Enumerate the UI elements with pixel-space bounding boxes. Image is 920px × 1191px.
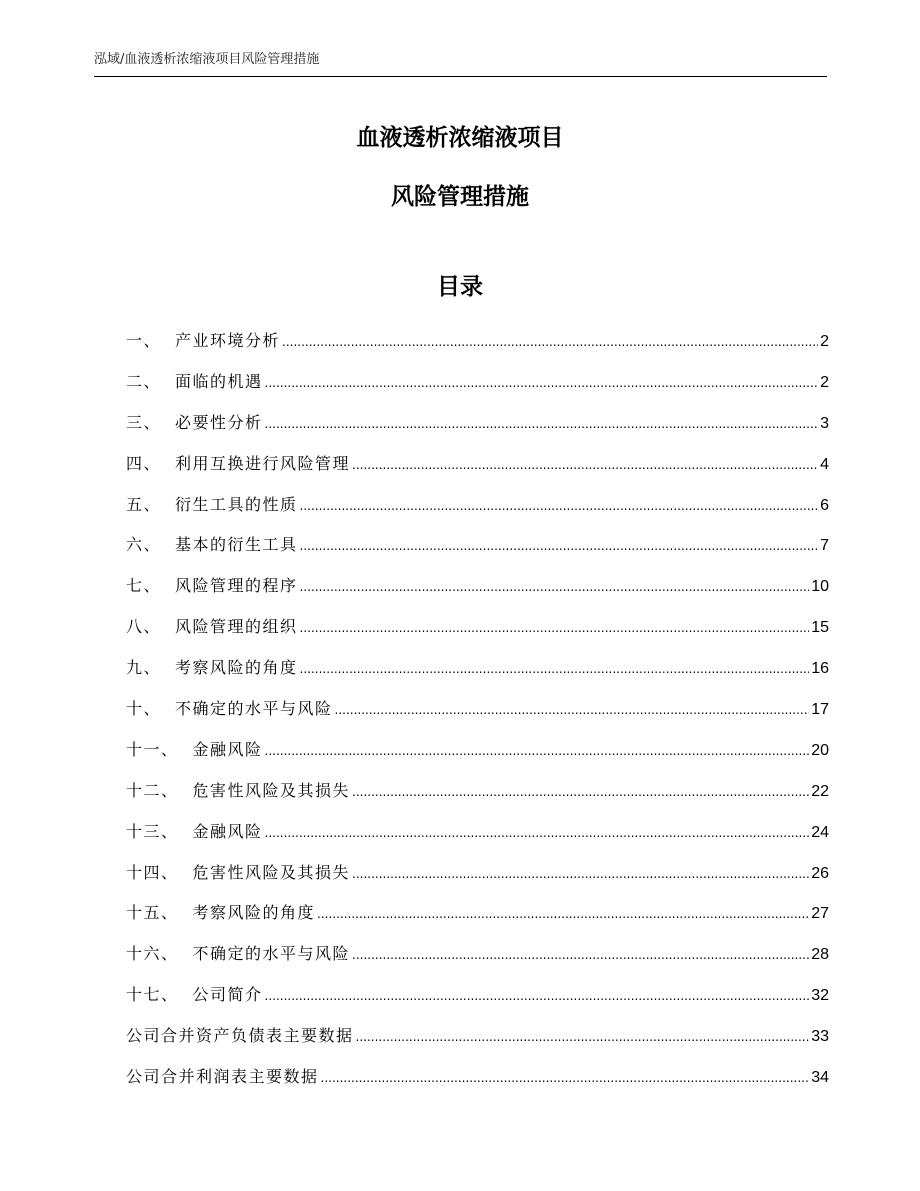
toc-entry-page: 4: [820, 455, 829, 473]
toc-dot-leader: [282, 322, 818, 362]
document-subtitle: 风险管理措施: [391, 184, 529, 210]
toc-dot-leader: [265, 731, 810, 771]
toc-entry-label: 风险管理的程序: [175, 576, 298, 596]
toc-entry-label: 必要性分析: [175, 412, 263, 432]
toc-entry-label: 衍生工具的性质: [175, 494, 298, 514]
toc-entry-label: 不确定的水平与风险: [175, 699, 333, 719]
toc-entry-number: 二、: [126, 371, 162, 391]
toc-entry-page: 7: [820, 537, 829, 555]
toc-entry-number: 十、: [126, 699, 162, 719]
toc-entry-label: 不确定的水平与风险: [192, 944, 351, 964]
toc-entry-label: 公司合并利润表主要数据: [126, 1067, 319, 1087]
toc-dot-leader: [265, 813, 810, 853]
toc-entry-page: 20: [811, 741, 829, 759]
toc-dot-leader: [356, 1017, 810, 1057]
toc-entry-number: 九、: [126, 658, 162, 678]
toc-entry-page: 15: [811, 619, 829, 637]
toc-entry[interactable]: [126, 975, 829, 1016]
running-header: 泓域/血液透析浓缩液项目风险管理措施: [94, 50, 827, 77]
toc-dot-leader: [300, 526, 819, 566]
toc-entry[interactable]: [126, 566, 829, 607]
toc-entry[interactable]: [126, 812, 829, 853]
toc-heading: 目录: [437, 274, 483, 300]
toc-entry-number: 四、: [126, 453, 162, 473]
toc-entry[interactable]: [126, 893, 829, 934]
toc-entry-number: 十四、: [126, 862, 179, 882]
toc-entry[interactable]: [126, 934, 829, 975]
toc-entry-number: 七、: [126, 576, 162, 596]
toc-entry-label: 金融风险: [192, 739, 263, 759]
toc-entry-number: 五、: [126, 494, 162, 514]
toc-dot-leader: [265, 404, 819, 444]
toc-entry-number: 十六、: [126, 944, 179, 964]
toc-entry-number: 三、: [126, 412, 162, 432]
toc-entry-label: 危害性风险及其损失: [192, 862, 351, 882]
toc-entry-label: 考察风险的角度: [175, 658, 298, 678]
toc-dot-leader: [317, 894, 809, 934]
toc-entry-label: 产业环境分析: [175, 331, 281, 350]
toc-dot-leader: [300, 608, 810, 648]
toc-entry[interactable]: [126, 689, 829, 730]
toc-entry[interactable]: [126, 648, 829, 689]
toc-entry[interactable]: [126, 525, 829, 566]
toc-dot-leader: [352, 854, 809, 894]
toc-entry[interactable]: [126, 1057, 829, 1098]
toc-entry-label: 基本的衍生工具: [175, 535, 298, 555]
toc-entry[interactable]: [126, 485, 829, 526]
toc-entry[interactable]: [126, 607, 829, 648]
toc-entry-number: 六、: [126, 535, 162, 555]
toc-entry-page: 17: [811, 701, 829, 719]
toc-entry[interactable]: [126, 1016, 829, 1057]
toc-entry-number: 十一、: [126, 739, 179, 759]
toc-dot-leader: [352, 772, 809, 812]
toc-entry-label: 公司简介: [192, 985, 263, 1005]
toc-entry-label: 考察风险的角度: [192, 903, 316, 923]
toc-entry-page: 3: [820, 414, 829, 432]
toc-entry-page: 24: [811, 823, 829, 841]
toc-entry-page: 33: [811, 1028, 829, 1046]
toc-entry-page: 22: [811, 782, 829, 800]
toc-entry-label: 危害性风险及其损失: [192, 780, 351, 800]
toc-entry-page: 27: [811, 905, 829, 923]
toc-dot-leader: [300, 567, 810, 607]
toc-dot-leader: [265, 363, 819, 403]
toc-entry-page: 34: [811, 1069, 829, 1087]
toc-entry-label: 风险管理的组织: [175, 617, 298, 637]
toc-entry-number: 十七、: [126, 985, 179, 1005]
toc-entry-number: 十五、: [126, 903, 179, 923]
toc-entry[interactable]: [126, 771, 829, 812]
toc-entry[interactable]: [126, 853, 829, 894]
toc-entry-label: 公司合并资产负债表主要数据: [126, 1026, 354, 1046]
toc-entry-page: 32: [811, 987, 829, 1005]
toc-entry-page: 28: [811, 946, 829, 964]
toc-entry[interactable]: [126, 444, 829, 485]
toc-entry-label: 利用互换进行风险管理: [175, 453, 351, 473]
toc-entry[interactable]: [126, 403, 829, 444]
toc-entry-page: 6: [820, 496, 829, 514]
toc-dot-leader: [300, 649, 810, 689]
toc-dot-leader: [321, 1058, 810, 1098]
toc-entry-number: 十二、: [126, 780, 179, 800]
toc-entry[interactable]: [126, 321, 829, 362]
toc-entry-label: 面临的机遇: [175, 371, 263, 391]
toc-entry-page: 2: [820, 373, 829, 391]
toc-entry[interactable]: [126, 730, 829, 771]
document-title: 血液透析浓缩液项目: [356, 125, 564, 151]
toc-entry-label: 金融风险: [192, 821, 263, 841]
toc-entry-page: 26: [811, 864, 829, 882]
toc-dot-leader: [352, 445, 818, 485]
toc-dot-leader: [335, 690, 810, 730]
toc-dot-leader: [300, 486, 819, 526]
toc-entry-number: 十三、: [126, 821, 179, 841]
toc-entry-page: 16: [811, 660, 829, 678]
toc-entry-page: 10: [811, 578, 829, 596]
toc-entry-number: 八、: [126, 617, 162, 637]
toc-dot-leader: [265, 976, 810, 1016]
toc-entry-number: 一、: [126, 331, 162, 350]
toc-entry-page: 2: [820, 333, 829, 350]
toc-dot-leader: [352, 935, 809, 975]
toc-entry[interactable]: [126, 362, 829, 403]
table-of-contents: [126, 321, 829, 1098]
